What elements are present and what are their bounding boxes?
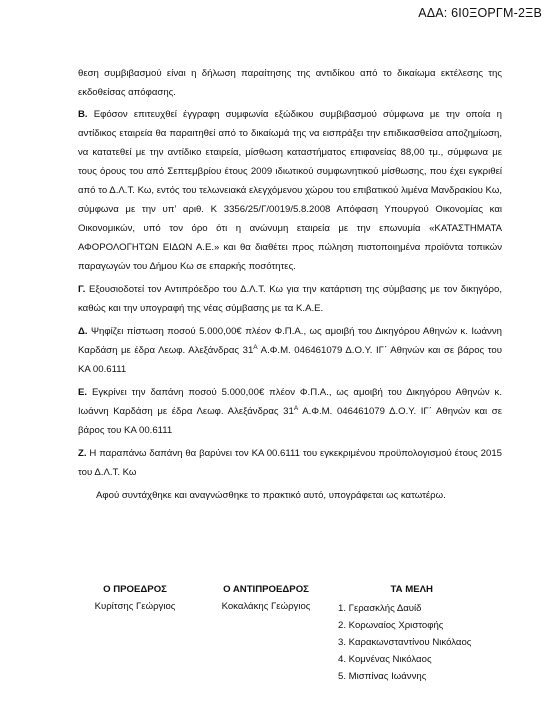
members-list [338,600,471,685]
member-item: 4. Κομνένας Νικόλαος [338,654,432,665]
paragraph-d [78,322,502,379]
paragraph-label: Β. [78,109,88,120]
member-item: 3. Καρακωνσταντίνου Νικόλαος [338,637,472,648]
member-item: 2. Κορωναίος Χριστοφής [338,620,444,631]
paragraph-e [78,383,502,440]
president-signature [70,584,200,612]
paragraph-text: Εξουσιοδοτεί τον Αντιπρόεδρο του Δ.Λ.Τ. Κω για την κατάρτιση της σύμβασης με τον δικηγόρο, καθώς και την υπογραφή της νέας σύμβασης με τα Κ.Α.Ε. [78,284,502,314]
paragraph-continuation [78,64,502,102]
paragraph-text: θεση συμβιβασμού είναι η δήλωση παραίτησης της αντιδίκου από το δικαίωμα εκτέλεσης της εκδοθείσας απόφασης. [78,68,502,98]
members-title: ΤΑ ΜΕΛΗ [390,584,433,595]
president-name: Κυρίτσης Γεώργιος [94,601,176,612]
paragraph-b [78,105,502,276]
paragraph-label: Ε. [78,387,88,398]
vice-president-signature [196,584,336,612]
decision-body [78,64,502,509]
paragraph-text: Η παραπάνω δαπάνη θα βαρύνει τον ΚΑ 00.6111 του εγκεκριμένου προϋπολογισμού έτους 2015 του Δ.Λ.Τ. Κω [78,448,502,478]
address-superscript: Α [293,405,299,412]
closing-statement: Αφού συντάχθηκε και αναγνώσθηκε το πρακτικό αυτό, υπογράφεται ως κατωτέρω. [96,490,446,501]
paragraph-label: Γ. [78,284,86,295]
vice-president-name: Κοκαλάκης Γεώργιος [221,601,311,612]
paragraph-text: Εγκρίνει την δαπάνη ποσού 5.000,00€ πλέον Φ.Π.Α., ως αμοιβή του Δικηγόρου Αθηνών κ. Ιωάννη Καρδάση με έδρα Λεωφ. Αλεξάνδρας 31 [78,387,502,417]
paragraph-text: Ψηφίζει πίστωση ποσού 5.000,00€ πλέον Φ.Π.Α., ως αμοιβή του Δικηγόρου Αθηνών κ. Ιωάννη Καρδάση με έδρα Λεωφ. Αλεξάνδρας 31 [78,326,502,356]
paragraph-label: Δ. [78,326,88,337]
paragraph-g [78,280,502,318]
member-item: 1. Γερασκλής Δαυίδ [338,603,422,614]
paragraph-text: Α.Φ.Μ. 046461079 Δ.Ο.Υ. ΙΓ΄ Αθηνών και σε βάρος του ΚΑ 00.6111 [78,345,502,375]
paragraph-label: Ζ. [78,448,87,459]
ada-code: ΑΔΑ: 6Ι0ΞΟΡΓΜ-2ΞΒ [418,6,542,20]
paragraph-z [78,444,502,482]
member-item: 5. Μισπίνας Ιωάννης [338,671,427,682]
paragraph-text: Εφόσον επιτευχθεί έγγραφη συμφωνία εξώδικου συμβιβασμού σύμφωνα με την οποία η αντίδικος εταιρεία θα παραιτηθεί από το δικαίωμά της να εισπράξει την επιδικασθείσα αποζημίωση, να κατατεθεί με την αντίδικο εταιρεία, μίσθωση καταστήματος επιφανείας 88,00 τμ., σύμφωνα με τους όρους του από Σεπτεμβρίου έτους 2009 ιδιωτικού συμφωνητικού μίσθωσης, που έχει εγκριθεί από το Δ.Λ.Τ. Κω, εντός του τελωνειακά ελεγχόμενου χώρου του επιβατικού λιμένα Μανδρακίου Κω, σύμφωνα με την υπ’ αριθ. Κ 3356/25/Γ/0019/5.8.2008 Απόφαση Υπουργού Οικονομίας και Οικονομικών, υπό τον όρο ότι η ανώνυμη εταιρεία με την επωνυμία «ΚΑΤΑΣΤΗΜΑΤΑ ΑΦΟΡΟΛΟΓΗΤΩΝ ΕΙΔΩΝ Α.Ε.» και θα διαθέτει προς πώληση πιστοποιημένα προϊόντα τοπικών παραγωγών του Δήμου Κω σε επαρκής ποσότητες. [78,109,502,272]
members-signature [338,584,471,685]
paragraph-text: Α.Φ.Μ. 046461079 Δ.Ο.Υ. ΙΓ΄ Αθηνών και σε βάρος του ΚΑ 00.6111 [78,406,502,436]
vice-president-title: Ο ΑΝΤΙΠΡΟΕΔΡΟΣ [223,584,309,595]
address-superscript: Α [253,344,258,351]
president-title: Ο ΠΡΟΕΔΡΟΣ [103,584,167,595]
